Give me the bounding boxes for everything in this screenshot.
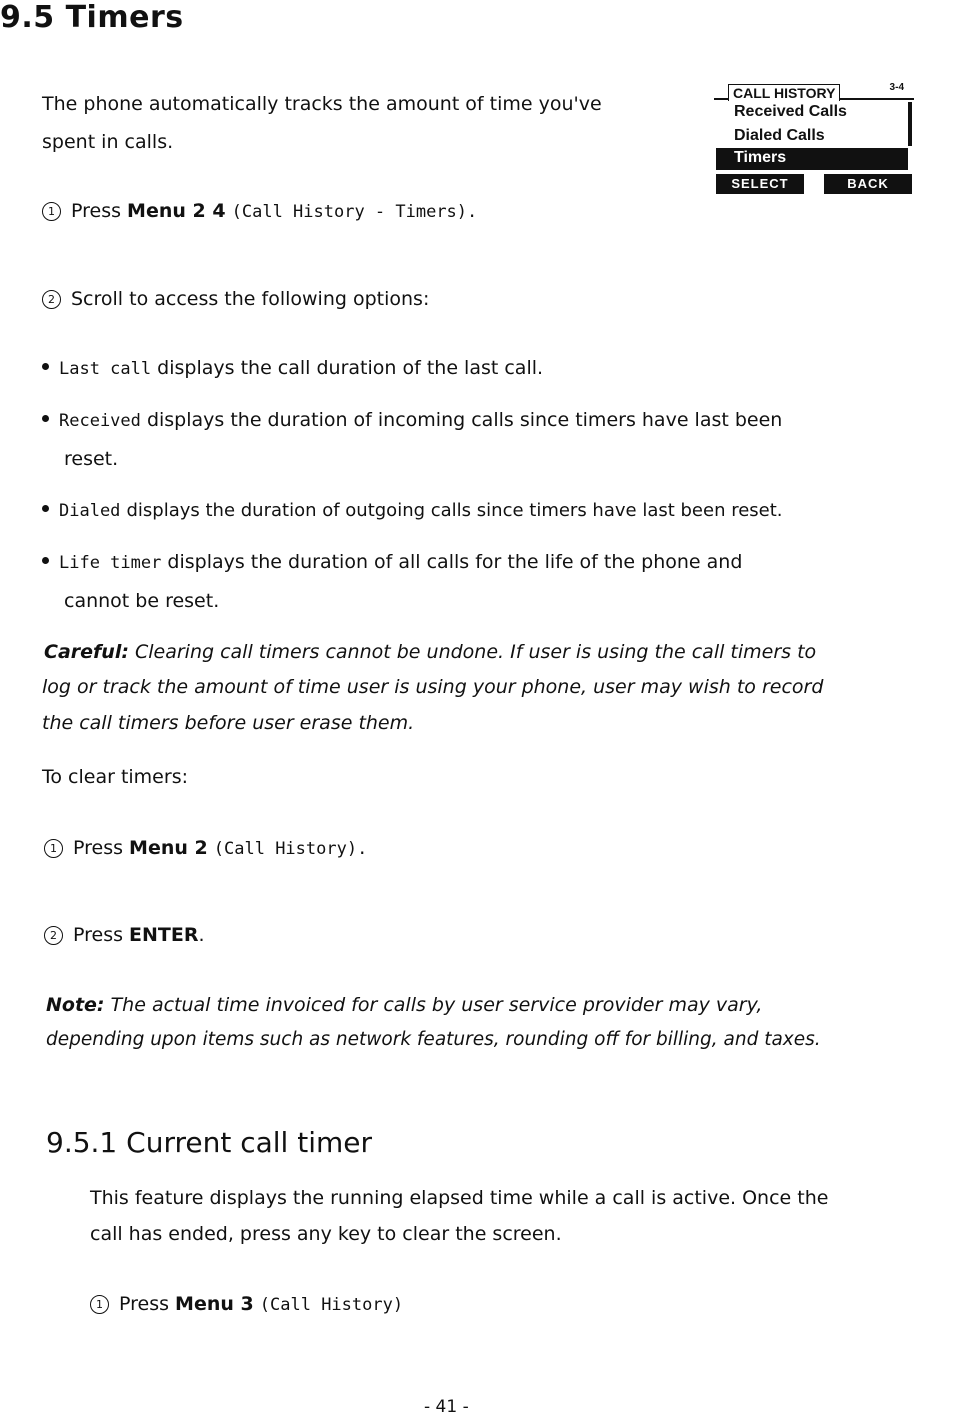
option-desc: displays the duration of outgoing calls since timers have last been reset. xyxy=(126,500,783,521)
step-number-icon: 1 xyxy=(44,839,63,858)
step-2 xyxy=(42,287,429,311)
option-desc: displays the duration of all calls for the life of the phone and xyxy=(167,551,743,573)
careful-text: Clearing call timers cannot be undone. If user is using the call timers to xyxy=(134,641,817,663)
step-1-pre: Press xyxy=(71,200,128,222)
screen-title: CALL HISTORY xyxy=(728,84,840,101)
option-life-timer xyxy=(42,550,742,575)
bullet-icon xyxy=(42,363,49,370)
sub-body-line-2: call has ended, press any key to clear the screen. xyxy=(90,1223,562,1245)
option-life-timer-cont: cannot be reset. xyxy=(64,590,220,612)
sub-step-1-keys: Menu 3 xyxy=(175,1293,254,1315)
clear-step-2-pre: Press xyxy=(73,924,130,946)
step-1 xyxy=(42,199,477,224)
note-line-2: depending upon items such as network features, rounding off for billing, and taxes. xyxy=(46,1029,821,1050)
signal-indicator: 3-4 xyxy=(889,82,904,93)
clear-step-1-keys: Menu 2 xyxy=(129,837,208,859)
clear-step-2-post: . xyxy=(198,924,205,946)
clear-step-1-path: (Call History). xyxy=(213,839,368,859)
clear-step-1 xyxy=(44,836,367,861)
option-received xyxy=(42,408,782,433)
step-number-icon: 1 xyxy=(42,202,61,221)
softkey-back: BACK xyxy=(824,174,912,194)
step-number-icon: 2 xyxy=(44,926,63,945)
careful-line-3: the call timers before user erase them. xyxy=(42,712,415,734)
step-1-keys: Menu 2 4 xyxy=(127,200,226,222)
intro-line-2: spent in calls. xyxy=(42,131,174,153)
step-number-icon: 2 xyxy=(42,290,61,309)
page-number: - 41 - xyxy=(424,1397,469,1417)
option-name: Dialed xyxy=(59,501,121,521)
menu-item-timers-selected xyxy=(716,148,908,170)
scrollbar xyxy=(908,102,912,146)
sub-step-1 xyxy=(90,1292,403,1317)
clear-step-1-pre: Press xyxy=(73,837,130,859)
softkey-select: SELECT xyxy=(716,174,804,194)
sub-step-1-pre: Press xyxy=(119,1293,176,1315)
option-last-call xyxy=(42,356,543,381)
sub-step-1-path: (Call History) xyxy=(259,1295,404,1315)
option-name: Life timer xyxy=(59,553,162,573)
menu-item-received: Received Calls xyxy=(734,103,847,120)
option-name: Received xyxy=(59,411,141,431)
bullet-icon xyxy=(42,557,49,564)
option-desc: displays the duration of incoming calls since timers have last been xyxy=(146,409,783,431)
intro-line-1: The phone automatically tracks the amount of time you've xyxy=(42,93,602,115)
option-name: Last call xyxy=(59,359,152,379)
page-heading: 9.5 Timers xyxy=(0,0,184,35)
option-desc: displays the call duration of the last call. xyxy=(157,357,544,379)
careful-label: Careful: xyxy=(44,641,129,663)
clear-step-2-keys: ENTER xyxy=(129,924,199,946)
bullet-icon xyxy=(42,415,49,422)
note-text: The actual time invoiced for calls by user service provider may vary, xyxy=(110,994,763,1016)
step-1-path: (Call History - Timers). xyxy=(231,202,478,222)
note-label: Note: xyxy=(46,994,105,1016)
sub-body-line-1: This feature displays the running elapsed time while a call is active. Once the xyxy=(90,1187,829,1209)
subsection-heading: 9.5.1 Current call timer xyxy=(46,1126,372,1159)
step-number-icon: 1 xyxy=(90,1295,109,1314)
option-dialed xyxy=(42,498,783,523)
clear-heading: To clear timers: xyxy=(42,766,188,788)
careful-line-2: log or track the amount of time user is using your phone, user may wish to record xyxy=(42,676,824,698)
phone-screen-illustration xyxy=(714,84,914,196)
clear-step-2 xyxy=(44,923,205,947)
note-line-1 xyxy=(46,993,762,1017)
menu-item-timers-label: Timers xyxy=(734,149,787,166)
bullet-icon xyxy=(42,505,49,512)
careful-line-1 xyxy=(44,640,816,664)
step-2-text: Scroll to access the following options: xyxy=(71,288,430,310)
option-received-cont: reset. xyxy=(64,448,119,470)
menu-item-dialed: Dialed Calls xyxy=(734,127,825,144)
